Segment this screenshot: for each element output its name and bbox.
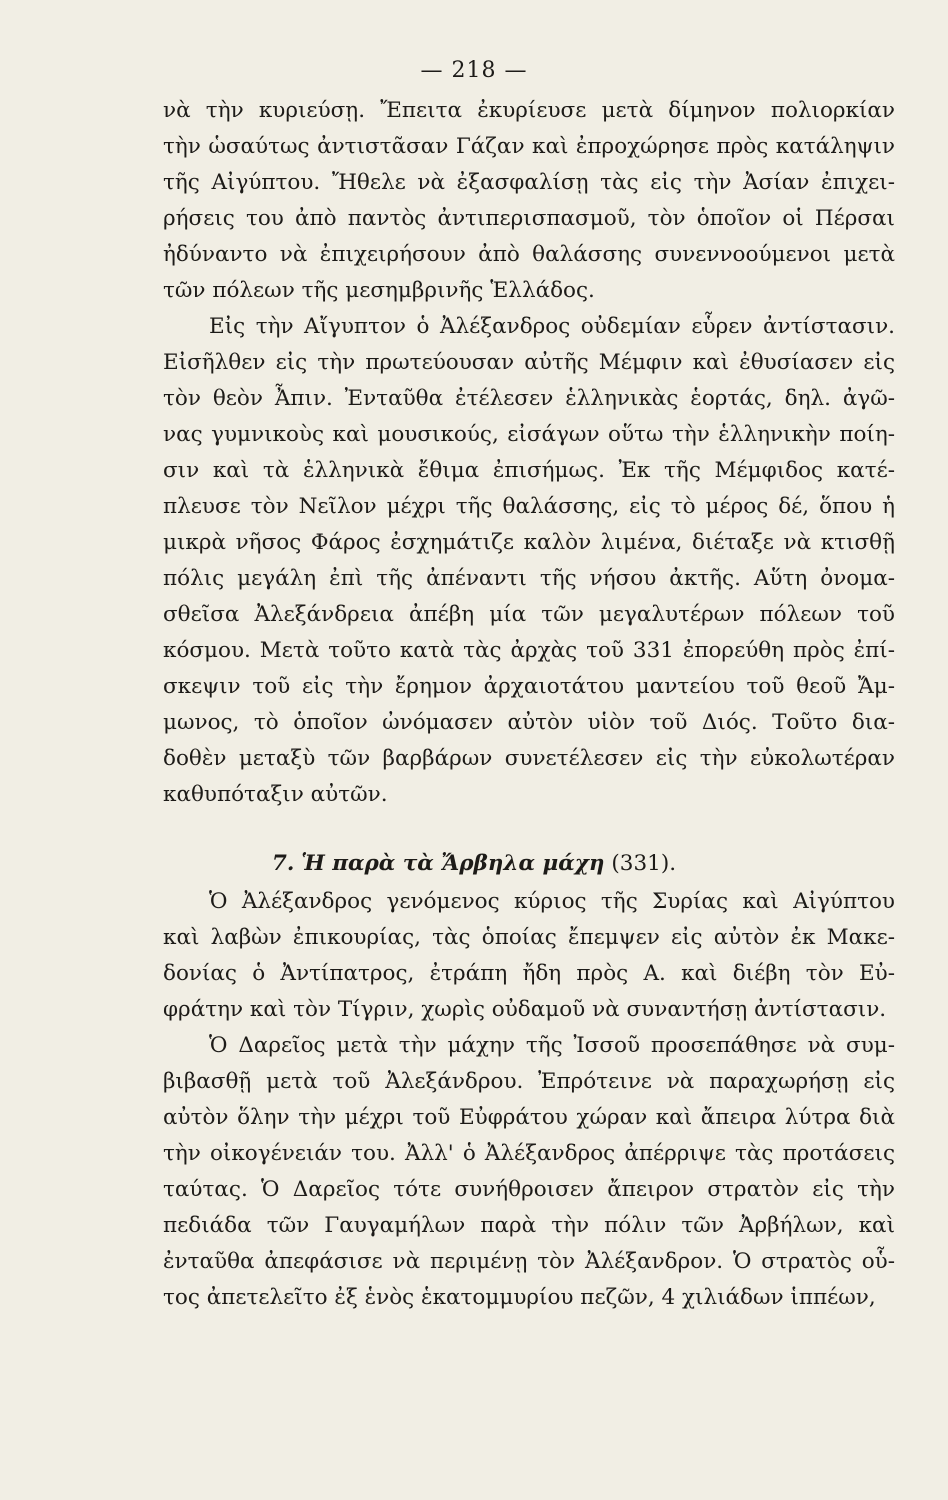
text-line: τὴν οἰκογένειάν του. Ἀλλ' ὁ Ἀλέξανδρος ἀπέρριψε τὰς προτάσεις xyxy=(163,1141,895,1166)
text-line: τῆς Αἰγύπτου. Ἤθελε νὰ ἐξασφαλίσῃ τὰς εἰς τὴν Ἀσίαν ἐπιχει- xyxy=(163,170,895,195)
text-line: ταύτας. Ὁ Δαρεῖος τότε συνήθροισεν ἄπειρον στρατὸν εἰς τὴν xyxy=(163,1177,895,1202)
text-line: καθυπόταξιν αὐτῶν. xyxy=(163,782,388,807)
text-block-bottom xyxy=(163,884,895,1316)
text-block-top xyxy=(163,93,895,813)
text-line: Εἰσῆλθεν εἰς τὴν πρωτεύουσαν αὐτῆς Μέμφιν καὶ ἐθυσίασεν εἰς xyxy=(163,350,895,375)
text-line: μωνος, τὸ ὁποῖον ὠνόμασεν αὐτὸν υἱὸν τοῦ Διός. Τοῦτο δια- xyxy=(163,710,895,735)
text-line: τος ἀπετελεῖτο ἐξ ἑνὸς ἑκατομμυρίου πεζῶν, 4 χιλιάδων ἱππέων, xyxy=(163,1285,876,1310)
text-line: σιν καὶ τὰ ἑλληνικὰ ἔθιμα ἐπισήμως. Ἐκ τῆς Μέμφιδος κατέ- xyxy=(163,458,895,483)
text-line: μικρὰ νῆσος Φάρος ἐσχημάτιζε καλὸν λιμένα, διέταξε νὰ κτισθῇ xyxy=(163,530,895,555)
section-heading xyxy=(0,846,948,882)
section-year: (331). xyxy=(611,851,677,876)
paragraph xyxy=(163,1028,895,1316)
section-number: 7. xyxy=(271,851,295,876)
text-line: σκεψιν τοῦ εἰς τὴν ἔρημον ἀρχαιοτάτου μαντείου τοῦ θεοῦ Ἄμ- xyxy=(163,674,895,699)
text-line: φράτην καὶ τὸν Τίγριν, χωρὶς οὐδαμοῦ νὰ συναντήσῃ ἀντίστασιν. xyxy=(163,997,887,1022)
paragraph xyxy=(163,309,895,813)
text-line: καὶ λαβὼν ἐπικουρίας, τὰς ὁποίας ἔπεμψεν εἰς αὐτὸν ἐκ Μακε- xyxy=(163,925,895,950)
text-line: ἐνταῦθα ἀπεφάσισε νὰ περιμένῃ τὸν Ἀλέξανδρον. Ὁ στρατὸς οὗ- xyxy=(163,1249,895,1274)
text-line: νας γυμνικοὺς καὶ μουσικούς, εἰσάγων οὕτω τὴν ἑλληνικὴν ποίη- xyxy=(163,422,895,447)
text-line: νὰ τὴν κυριεύσῃ. Ἔπειτα ἐκυρίευσε μετὰ δίμηνον πολιορκίαν xyxy=(163,98,895,123)
text-line: πόλις μεγάλη ἐπὶ τῆς ἀπέναντι τῆς νήσου ἀκτῆς. Αὕτη ὀνομα- xyxy=(163,566,895,591)
text-line: ἠδύναντο νὰ ἐπιχειρήσουν ἀπὸ θαλάσσης συνεννοούμενοι μετὰ xyxy=(163,242,895,267)
text-line: πεδιάδα τῶν Γαυγαμήλων παρὰ τὴν πόλιν τῶν Ἀρβήλων, καὶ xyxy=(163,1213,895,1238)
text-line: Εἰς τὴν Αἴγυπτον ὁ Ἀλέξανδρος οὐδεμίαν εὗρεν ἀντίστασιν. xyxy=(209,314,895,339)
section-title: Ἡ παρὰ τὰ Ἄρβηλα μάχη xyxy=(301,851,605,876)
text-line: τὴν ὡσαύτως ἀντιστᾶσαν Γάζαν καὶ ἐπροχώρησε πρὸς κατάληψιν xyxy=(163,134,895,159)
text-line: δονίας ὁ Ἀντίπατρος, ἐτράπη ἤδη πρὸς Α. καὶ διέβη τὸν Εὐ- xyxy=(163,961,895,986)
paragraph xyxy=(163,93,895,309)
text-line: Ὁ Ἀλέξανδρος γενόμενος κύριος τῆς Συρίας καὶ Αἰγύπτου xyxy=(209,889,895,914)
text-line: σθεῖσα Ἀλεξάνδρεια ἀπέβη μία τῶν μεγαλυτέρων πόλεων τοῦ xyxy=(163,602,895,627)
page-number: — 218 — xyxy=(420,58,528,83)
text-line: κόσμου. Μετὰ τοῦτο κατὰ τὰς ἀρχὰς τοῦ 331 ἐπορεύθη πρὸς ἐπί- xyxy=(163,638,895,663)
text-line: δοθὲν μεταξὺ τῶν βαρβάρων συνετέλεσεν εἰς τὴν εὐκολωτέραν xyxy=(163,746,895,771)
text-line: Ὁ Δαρεῖος μετὰ τὴν μάχην τῆς Ἰσσοῦ προσεπάθησε νὰ συμ- xyxy=(209,1033,895,1058)
text-line: τῶν πόλεων τῆς μεσημβρινῆς Ἑλλάδος. xyxy=(163,278,595,303)
text-line: βιβασθῇ μετὰ τοῦ Ἀλεξάνδρου. Ἐπρότεινε νὰ παραχωρήσῃ εἰς xyxy=(163,1069,895,1094)
paragraph xyxy=(163,884,895,1028)
text-line: ρήσεις του ἀπὸ παντὸς ἀντιπερισπασμοῦ, τὸν ὁποῖον οἱ Πέρσαι xyxy=(163,206,895,231)
text-line: τὸν θεὸν Ἆπιν. Ἐνταῦθα ἐτέλεσεν ἑλληνικὰς ἑορτάς, δηλ. ἀγῶ- xyxy=(163,386,895,411)
text-line: αὐτὸν ὅλην τὴν μέχρι τοῦ Εὐφράτου χώραν καὶ ἄπειρα λύτρα διὰ xyxy=(163,1105,895,1130)
text-line: πλευσε τὸν Νεῖλον μέχρι τῆς θαλάσσης, εἰς τὸ μέρος δέ, ὅπου ἡ xyxy=(163,494,895,519)
